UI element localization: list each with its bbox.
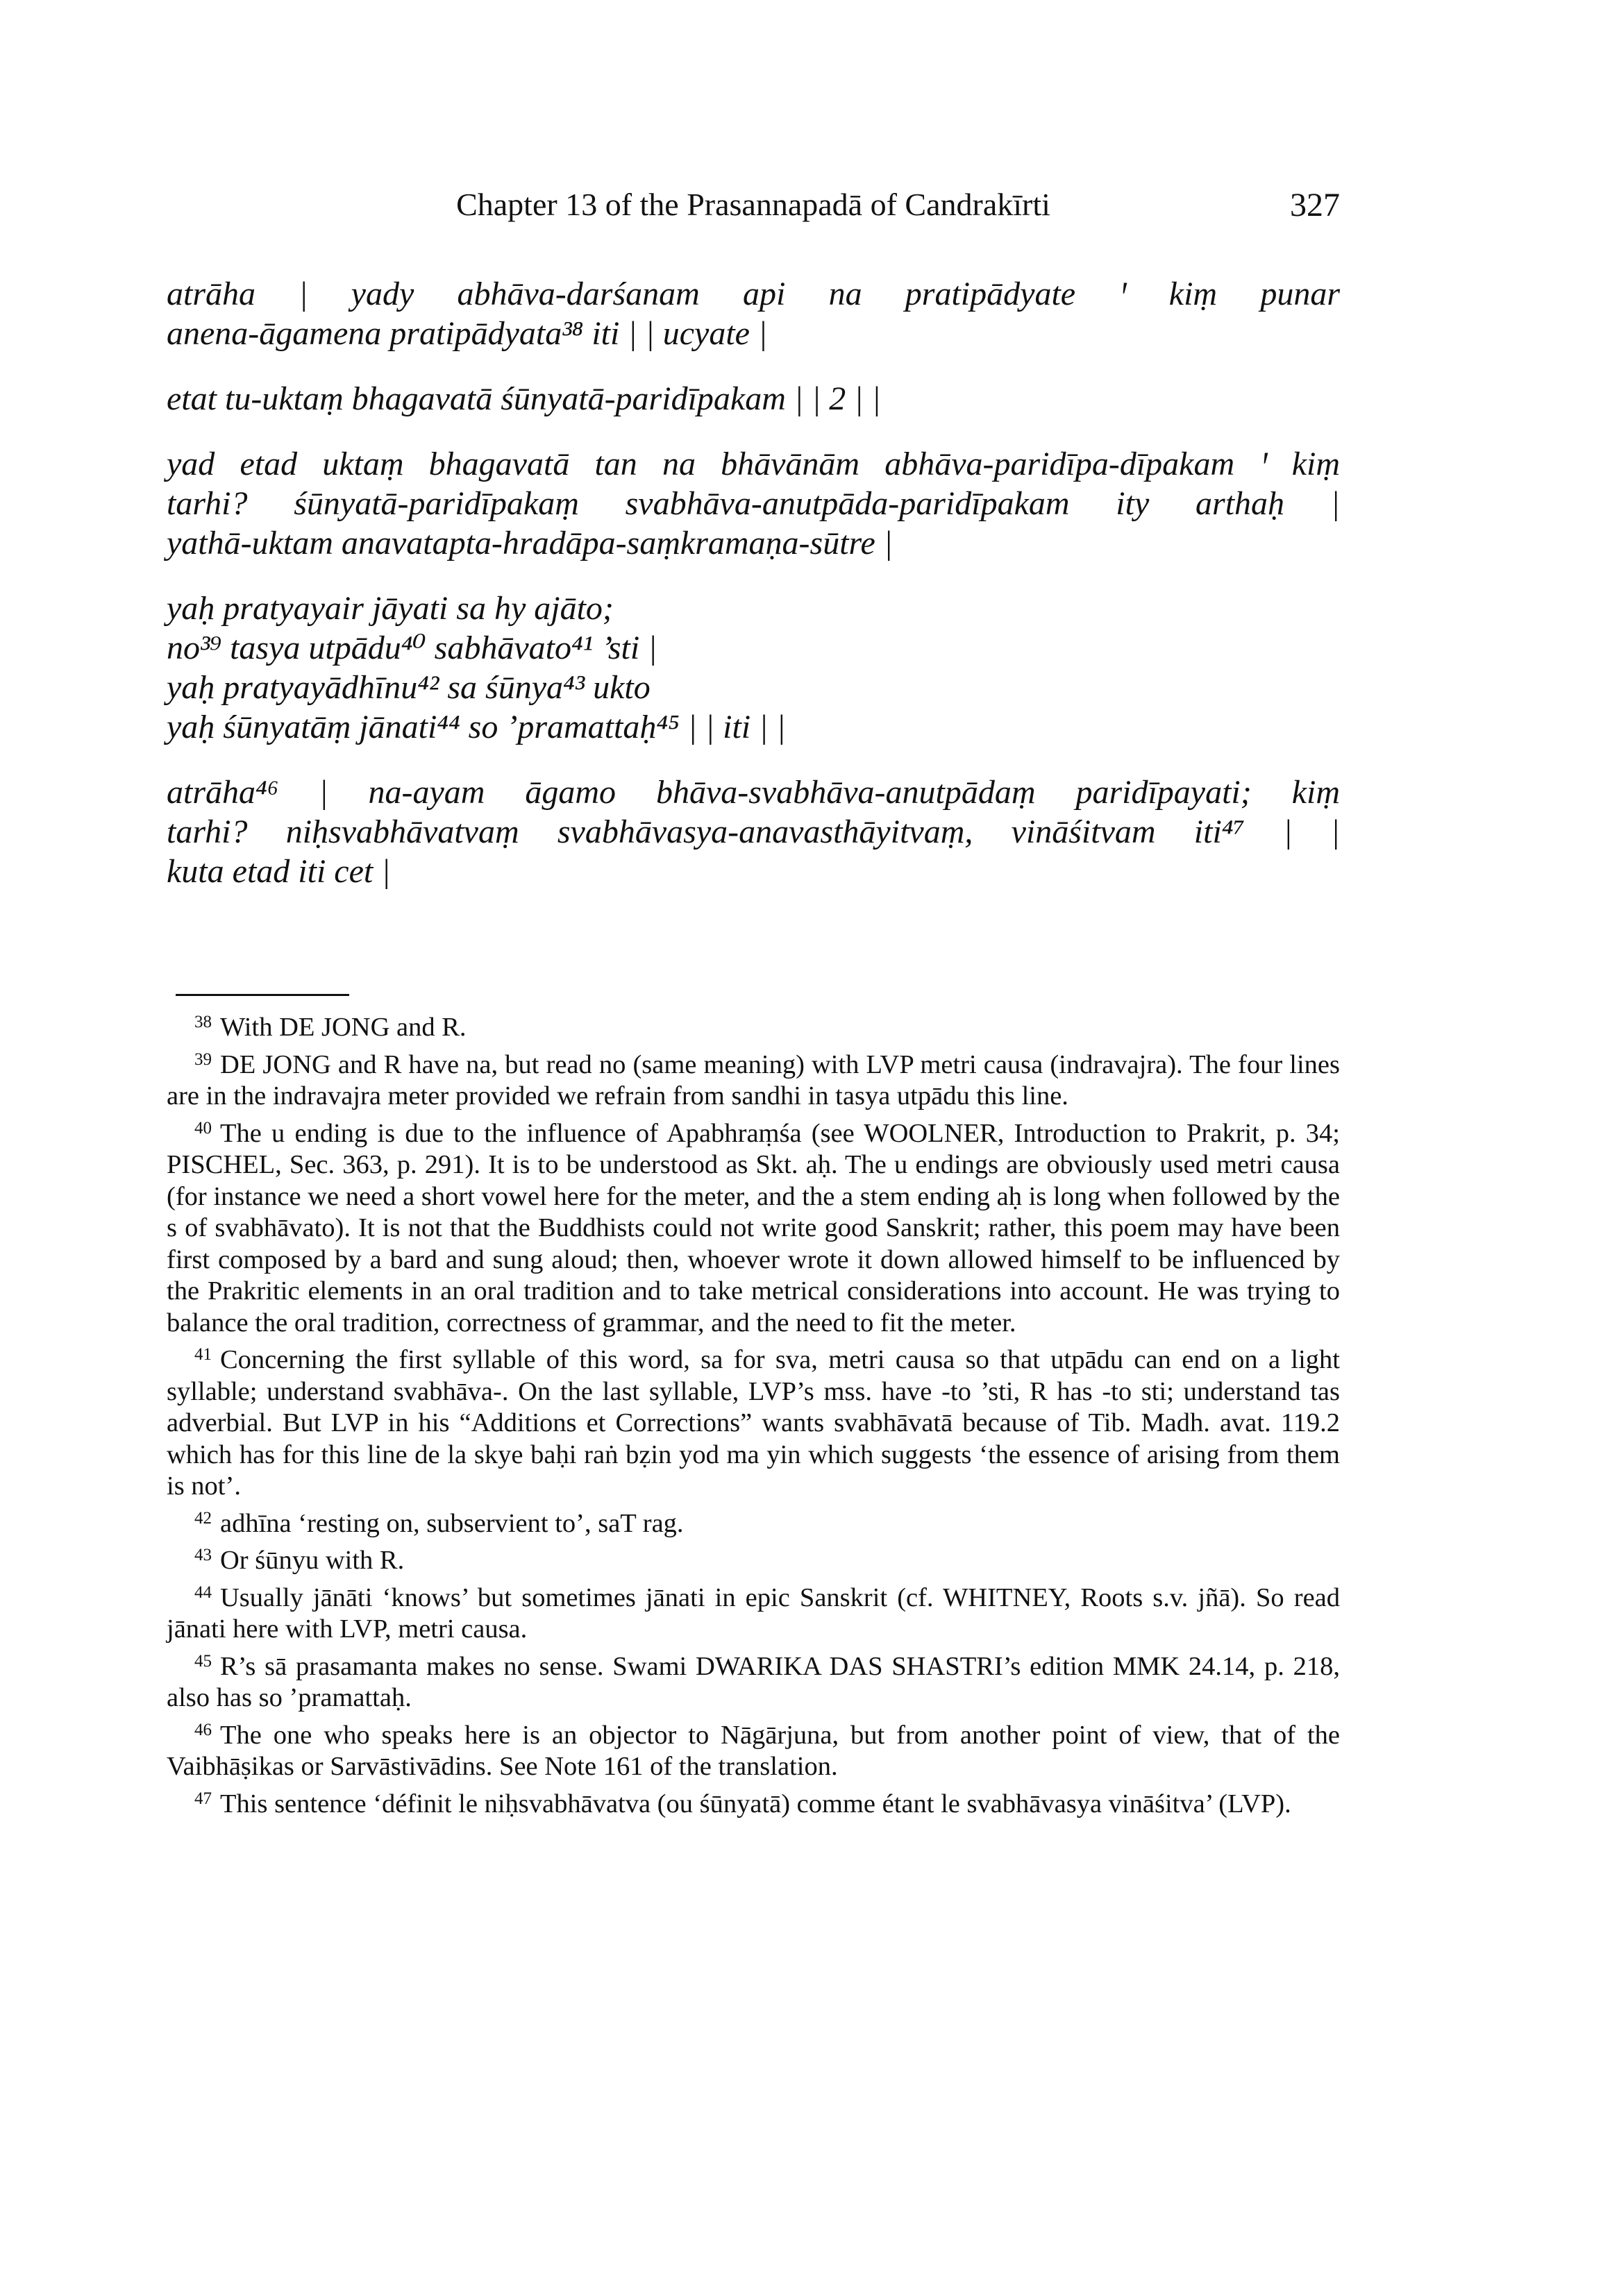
footnote bbox=[167, 1006, 1340, 1044]
text-line: tarhi? śūnyatā-paridīpakaṃ svabhāva-anutpāda-paridīpakam ity arthaḥ | bbox=[167, 485, 1340, 522]
footnote-number: 46 bbox=[194, 1720, 212, 1739]
footnote bbox=[167, 1339, 1340, 1503]
footnotes bbox=[167, 1006, 1340, 1820]
footnote-number: 39 bbox=[194, 1049, 212, 1069]
footnote-text: This sentence ‘définit le niḥsvabhāvatva (ou śūnyatā) comme étant le svabhāvasya vināśitva’ (LVP). bbox=[220, 1789, 1291, 1818]
footnote-number: 44 bbox=[194, 1582, 212, 1602]
footnote bbox=[167, 1714, 1340, 1783]
verse-line: yaḥ śūnyatāṃ jānati⁴⁴ so ’pramattaḥ⁴⁵ | | iti | | bbox=[167, 709, 786, 745]
footnote-text: The one who speaks here is an objector to Nāgārjuna, but from another point of view, that of the Vaibhāṣikas or Sarvāstivādins. See Note 161 of the translation. bbox=[167, 1720, 1340, 1781]
footnote bbox=[167, 1503, 1340, 1540]
paragraph-verse-2 bbox=[167, 379, 1340, 419]
footnote bbox=[167, 1646, 1340, 1714]
text-line: etat tu-uktaṃ bhagavatā śūnyatā-paridīpakam | | 2 | | bbox=[167, 380, 881, 417]
text-line: tarhi? niḥsvabhāvatvaṃ svabhāvasya-anavasthāyitvaṃ, vināśitvam iti⁴⁷ | | bbox=[167, 813, 1340, 850]
footnote-number: 45 bbox=[194, 1651, 212, 1671]
footnote bbox=[167, 1577, 1340, 1646]
footnote-number: 47 bbox=[194, 1789, 212, 1808]
running-header bbox=[167, 186, 1340, 235]
footnote-text: Concerning the first syllable of this word, sa for sva, metri causa so that utpādu can end on a light syllable; understand svabhāva-. On the last syllable, LVP’s mss. have -to ’sti, R has -to sti; understand tas adverbial. But LVP in his “Additions et Corrections” wants svabhāvatā because of Tib. Madh. avat. 119.2 which has for this line de la skye baḥi raṅ bẓin yod ma yin which suggests ‘the essence of arising from them is not’. bbox=[167, 1345, 1340, 1501]
text-line: atrāha⁴⁶ | na-ayam āgamo bhāva-svabhāva-anutpādaṃ paridīpayati; kiṃ bbox=[167, 774, 1340, 811]
verse-line: no³⁹ tasya utpādu⁴⁰ sabhāvato⁴¹ ’sti | bbox=[167, 630, 657, 666]
footnote-text: R’s sā prasamanta makes no sense. Swami DWARIKA DAS SHASTRI’s edition MMK 24.14, p. 218, also has so ’pramattaḥ. bbox=[167, 1651, 1340, 1712]
footnote-text: adhīna ‘resting on, subservient to’, saT rag. bbox=[220, 1508, 684, 1538]
text-line: kuta etad iti cet | bbox=[167, 853, 391, 890]
text-line: yad etad uktaṃ bhagavatā tan na bhāvānām abhāva-paridīpa-dīpakam ꞌ kiṃ bbox=[167, 446, 1340, 482]
running-title: Chapter 13 of the Prasannapadā of Candrakīrti bbox=[456, 187, 1050, 222]
paragraph-atraha-2 bbox=[167, 773, 1340, 891]
paragraph-atraha-1 bbox=[167, 274, 1340, 353]
footnote bbox=[167, 1044, 1340, 1113]
main-text bbox=[167, 274, 1340, 891]
footnote-number: 40 bbox=[194, 1118, 212, 1138]
footnote-text: Or śūnyu with R. bbox=[220, 1546, 405, 1575]
footnote bbox=[167, 1539, 1340, 1577]
footnote-number: 43 bbox=[194, 1546, 212, 1564]
text-line: yathā-uktam anavatapta-hradāpa-saṃkramaṇa-sūtre | bbox=[167, 525, 893, 562]
quoted-verse bbox=[167, 589, 1340, 747]
footnote bbox=[167, 1783, 1340, 1821]
footnote-text: The u ending is due to the influence of Apabhraṃśa (see WOOLNER, Introduction to Prakrit, p. 34; PISCHEL, Sec. 363, p. 291). It is to be understood as Skt. aḥ. The u endings are obviously used metri causa (for instance we need a short vowel here for the meter, and the a stem ending aḥ is long when followed by the s of svabhāvato). It is not that the Buddhists could not write good Sanskrit; rather, this poem may have been first composed by a bard and sung aloud; then, whoever wrote it down allowed himself to be influenced by the Prakritic elements in an oral tradition and to take metrical considerations into account. He was trying to balance the oral tradition, correctness of grammar, and the need to fit the meter. bbox=[167, 1118, 1340, 1337]
footnote-number: 38 bbox=[194, 1013, 212, 1031]
footnote bbox=[167, 1113, 1340, 1340]
text-line: anena-āgamena pratipādyata³⁸ iti | | ucyate | bbox=[167, 315, 768, 352]
footnote-text: DE JONG and R have na, but read no (same meaning) with LVP metri causa (indravajra). The four lines are in the indravajra meter provided we refrain from sandhi in tasya utpādu this line. bbox=[167, 1049, 1340, 1111]
footnote-number: 42 bbox=[194, 1508, 212, 1528]
footnote-divider bbox=[176, 994, 349, 996]
paragraph-commentary bbox=[167, 444, 1340, 563]
footnote-number: 41 bbox=[194, 1345, 212, 1364]
page-number: 327 bbox=[1290, 187, 1340, 223]
footnote-text: With DE JONG and R. bbox=[220, 1013, 467, 1042]
footnote-text: Usually jānāti ‘knows’ but sometimes jānati in epic Sanskrit (cf. WHITNEY, Roots s.v. jñā). So read jānati here with LVP, metri causa. bbox=[167, 1582, 1340, 1644]
text-line: atrāha | yady abhāva-darśanam api na pratipādyate ꞌ kiṃ punar bbox=[167, 276, 1340, 312]
verse-line: yaḥ pratyayādhīnu⁴² sa śūnya⁴³ ukto bbox=[167, 669, 651, 706]
verse-line: yaḥ pratyayair jāyati sa hy ajāto; bbox=[167, 590, 614, 627]
